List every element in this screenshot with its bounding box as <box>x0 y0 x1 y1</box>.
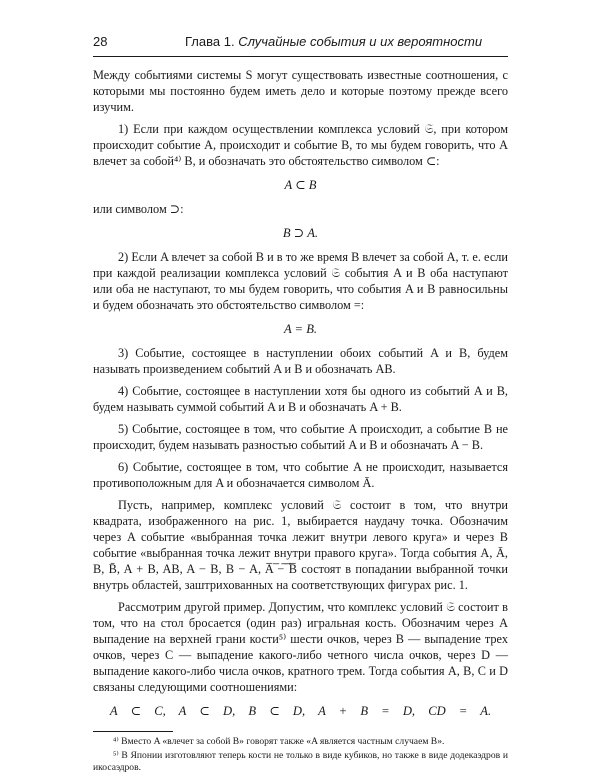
formula-dice-relations: A ⊂ C, A ⊂ D, B ⊂ D, A + B = D, CD = A. <box>109 704 492 718</box>
page-number: 28 <box>93 34 108 49</box>
formula-inclusion: A ⊂ B <box>284 178 317 192</box>
footnote-separator <box>93 731 173 732</box>
definition-4: 4) Событие, состоящее в наступлении хотя бы одного из событий A и B, будем называть суммой событий A и B и обозначать A + B. <box>93 384 508 414</box>
formula-reverse-inclusion: B ⊃ A. <box>282 226 319 240</box>
chapter-heading <box>185 34 482 49</box>
definition-6: 6) Событие, состоящее в том, что событие A не происходит, называется противоположным для A и обозначается символом Ā. <box>93 460 508 490</box>
footnote-4: ⁴⁾ Вместо A «влечет за собой B» говорят также «A является частным случаем B». <box>113 736 445 747</box>
definition-2: 2) Если A влечет за собой B и в то же время B влечет за собой A, т. е. если при каждой реализации комплекса условий 𝔖 события A и B оба наступают или оба не наступают, то мы будем говорить, что события A и B равносильны и будем обозначать это обстоятельство символом =: <box>93 250 508 312</box>
example-square-paragraph: Пусть, например, комплекс условий 𝔖 состоит в том, что внутри квадрата, изображенного на рис. 1, выбирается наудачу точка. Обозначим через A событие «выбранная точка лежит внутри левого круга» и через B событие «выбранная точка лежит внутри правого круга». Тогда события A, Ā, B, B̄, A + B, AB, A − B, B − A, A̅ ̅−̅ ̅B̅ состоят в попадании выбранной точки внутрь областей, заштрихованных на соответствующих фигурах рис. 1. <box>93 498 508 592</box>
page-body <box>93 67 508 776</box>
intro-paragraph: Между событиями системы S могут существовать известные соотношения, с которыми мы постоянно будем иметь дело и которые поэтому прежде всего изучим. <box>93 68 508 114</box>
chapter-label: Глава 1. <box>185 34 235 49</box>
or-symbol-text: или символом ⊃: <box>93 202 184 216</box>
chapter-title: Случайные события и их вероятности <box>238 34 483 49</box>
formula-equivalence: A = B. <box>283 322 318 336</box>
definition-1: 1) Если при каждом осуществлении комплекса условий 𝔖, при котором происходит событие A, происходит и событие B, то мы будем говорить, что A влечет за собой⁴⁾ B, и обозначать это обстоятельство символом ⊂: <box>93 122 508 168</box>
definition-3: 3) Событие, состоящее в наступлении обоих событий A и B, будем называть произведением событий A и B и обозначать AB. <box>93 346 508 376</box>
footnote-5: ⁵⁾ В Японии изготовляют теперь кости не только в виде кубиков, но также в виде додекаэдров и икосаэдров. <box>93 750 508 773</box>
definition-5: 5) Событие, состоящее в том, что событие A происходит, а событие B не происходит, будем называть разностью событий A и B и обозначать A − B. <box>93 422 508 452</box>
running-header <box>93 34 508 57</box>
example-dice-paragraph: Рассмотрим другой пример. Допустим, что комплекс условий 𝔖 состоит в том, что на стол бросается (один раз) игральная кость. Обозначим через A выпадение на верхней грани кости⁵⁾ шести очков, через B — выпадение трех очков, через C — выпадение какого-либо четного числа очков, через D — выпадение какого-либо числа очков, кратного трем. Тогда события A, B, C и D связаны следующими соотношениями: <box>93 600 508 694</box>
